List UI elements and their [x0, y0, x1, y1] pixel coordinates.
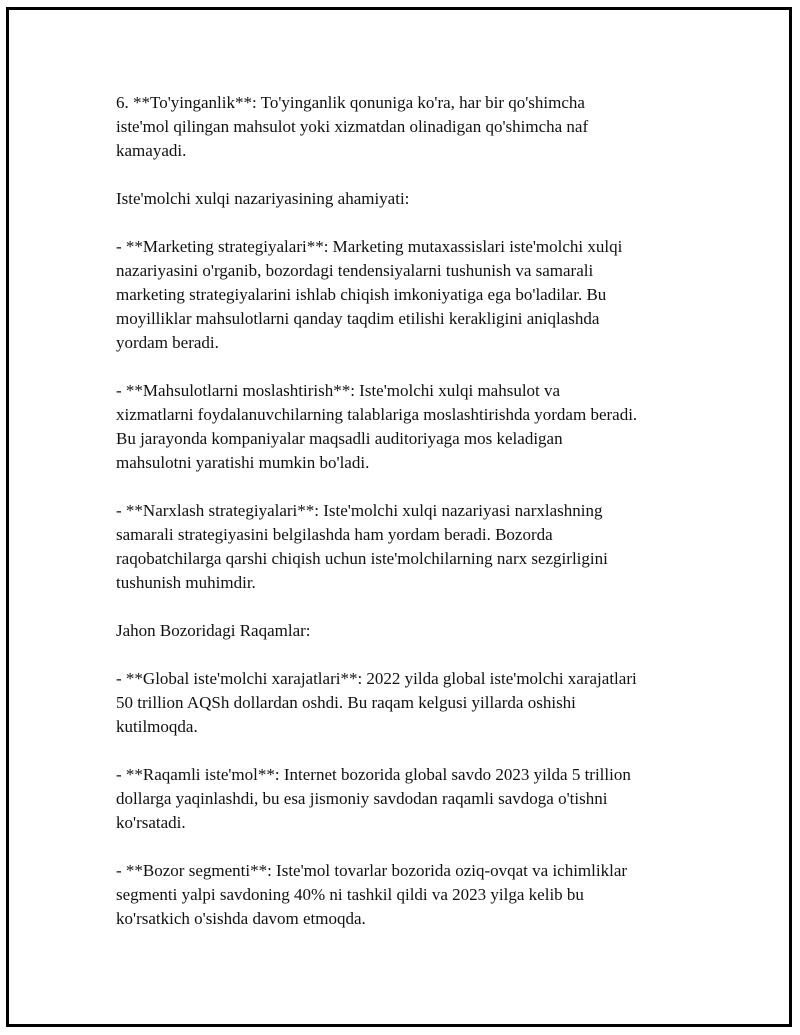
paragraph-product-customization: - **Mahsulotlarni moslashtirish**: Iste'molchi xulqi mahsulot va xizmatlarni foydalanuvchilarning talablariga moslashtirishda yordam beradi. Bu jarayonda kompaniyalar maqsadli auditoriyaga mos keladigan mahsulotni yaratishi mumkin bo'ladi. [116, 381, 638, 472]
paragraph-marketing-strategies: - **Marketing strategiyalari**: Marketing mutaxassislari iste'molchi xulqi nazariyasini o'rganib, bozordagi tendensiyalarni tushunish va samarali marketing strategiyalarini ishlab chiqish imkoniyatiga ega bo'ladilar. Bu moyilliklar mahsulotlarni qanday taqdim etilishi kerakligini aniqlashda yordam beradi. [116, 237, 623, 352]
paragraph-pricing-strategies: - **Narxlash strategiyalari**: Iste'molchi xulqi nazariyasi narxlashning samarali strategiyasini belgilashda ham yordam beradi. Bozorda raqobatchilarga qarshi chiqish uchun iste'molchilarning narx sezgirligini tushunish muhimdir. [116, 501, 608, 592]
paragraph-digital-consumption: - **Raqamli iste'mol**: Internet bozorida global savdo 2023 yilda 5 trillion dollarga yaqinlashdi, bu esa jismoniy savdodan raqamli savdoga o'tishni ko'rsatadi. [116, 765, 631, 832]
section-heading-importance: Iste'molchi xulqi nazariyasining ahamiyati: [116, 189, 410, 208]
paragraph-market-segment: - **Bozor segmenti**: Iste'mol tovarlar bozorida oziq-ovqat va ichimliklar segmenti yalpi savdoning 40% ni tashkil qildi va 2023 yilga kelib bu ko'rsatkich o'sishda davom etmoqda. [116, 861, 628, 928]
section-heading-world-market: Jahon Bozoridagi Raqamlar: [116, 621, 311, 640]
paragraph-saturation-law: 6. **To'yinganlik**: To'yinganlik qonuniga ko'ra, har bir qo'shimcha iste'mol qilingan mahsulot yoki xizmatdan olinadigan qo'shimcha naf kamayadi. [116, 93, 589, 160]
document-body [116, 91, 716, 955]
paragraph-global-spending: - **Global iste'molchi xarajatlari**: 2022 yilda global iste'molchi xarajatlari 50 trillion AQSh dollardan oshdi. Bu raqam kelgusi yillarda oshishi kutilmoqda. [116, 669, 637, 736]
